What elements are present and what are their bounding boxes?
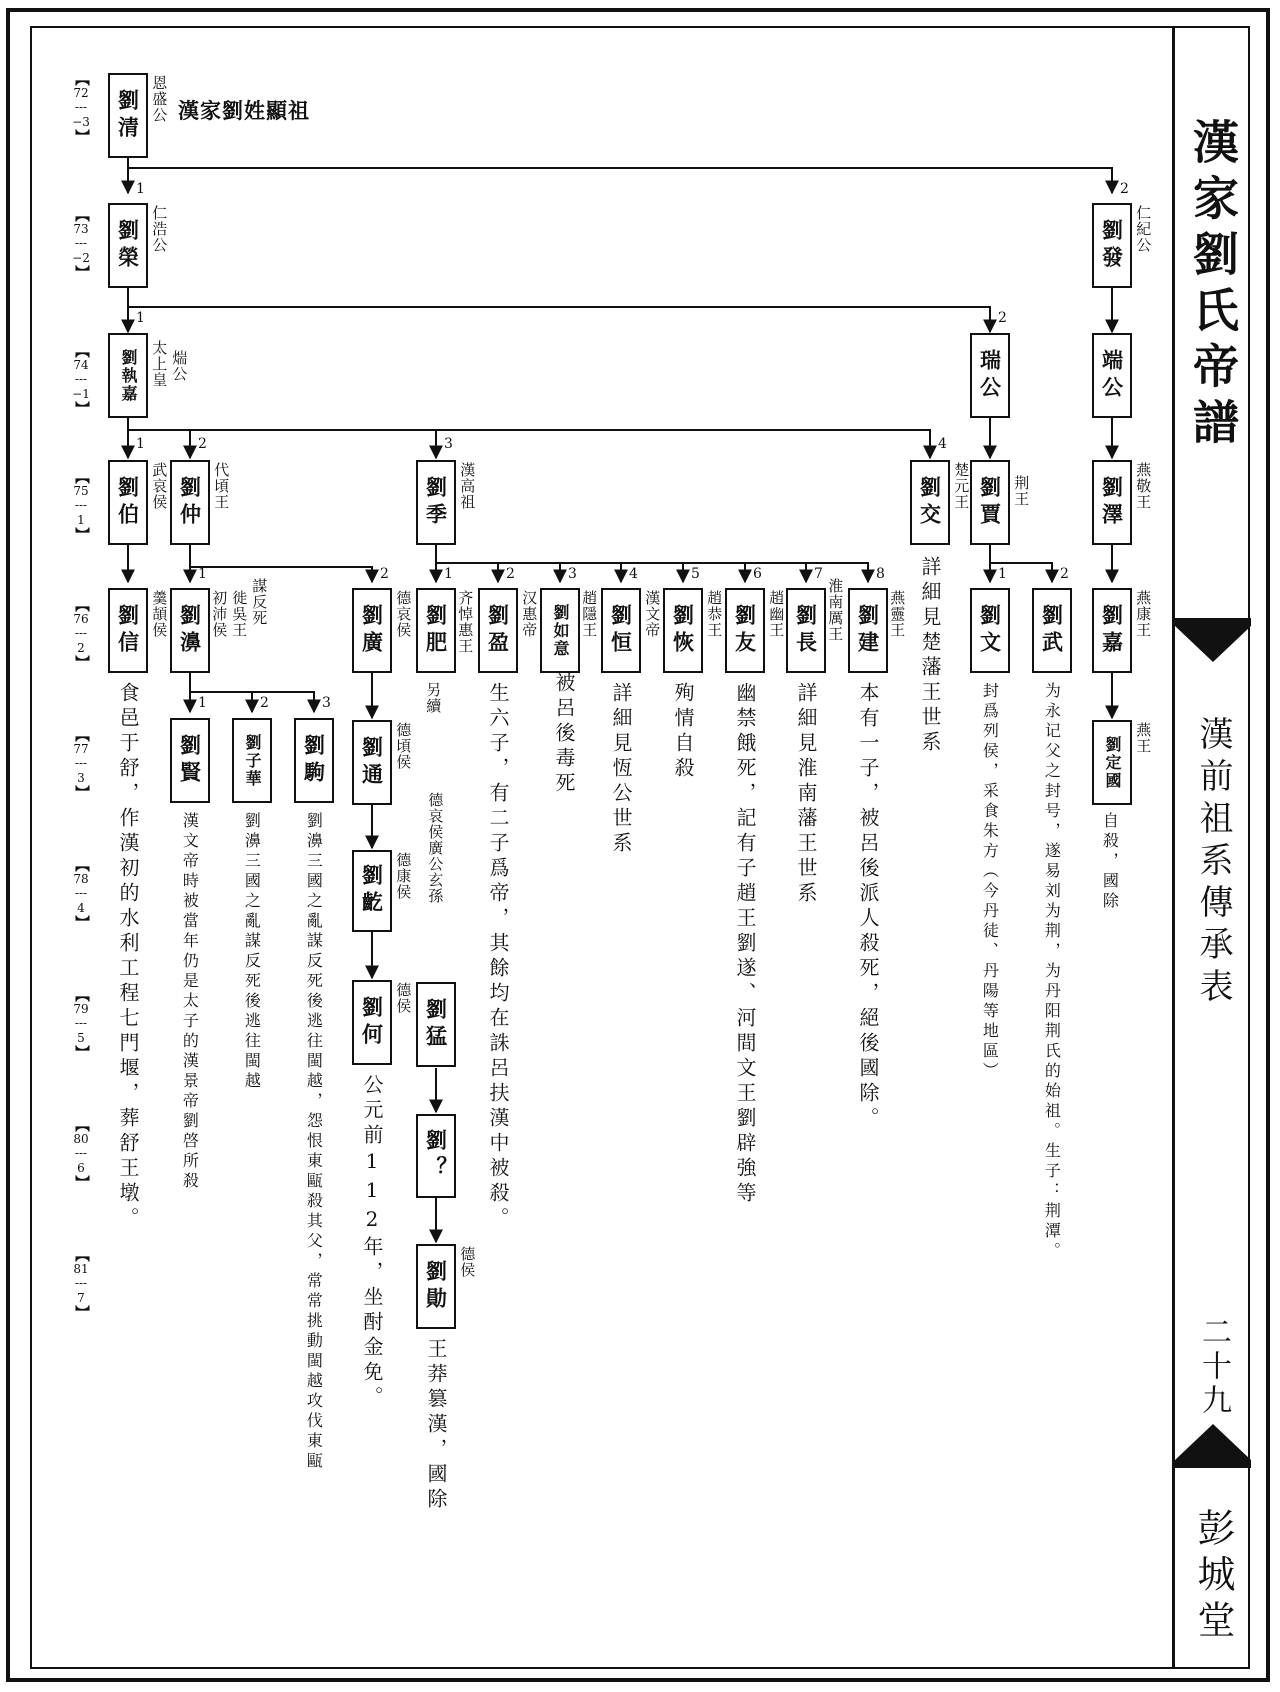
person-note: 漢文帝時被當年仍是太子的漢景帝劉啓所殺 <box>180 812 200 1192</box>
person-title: 燕王 <box>1134 722 1153 754</box>
person-liu-you: 劉友 <box>725 588 765 673</box>
generation-marker: 【 77 --- 3 】 <box>73 728 89 800</box>
person-liu-jia: 劉賈 <box>970 460 1010 545</box>
person-liu-ju: 劉駒 <box>294 718 334 803</box>
person-liu-fa: 劉發 <box>1092 203 1132 288</box>
person-title: 淮南厲王 <box>826 578 845 642</box>
person-title: 煓公 <box>170 350 189 382</box>
person-title: 趙幽王 <box>767 590 786 638</box>
person-note: 自殺，國除 <box>1100 812 1120 912</box>
person-liu-guang: 劉廣 <box>352 588 392 673</box>
birth-order: 1 <box>198 566 207 582</box>
divider <box>1175 1465 1251 1468</box>
person-title: 漢文帝 <box>643 590 662 638</box>
person-note: 王莽篡漢，國除 <box>424 1338 448 1513</box>
person-liu-xian: 劉賢 <box>170 718 210 803</box>
side-panel <box>1172 28 1251 1667</box>
book-title: 漢家劉氏帝譜 <box>1186 118 1240 454</box>
birth-order: 8 <box>876 566 885 582</box>
person-title: 仁紀公 <box>1134 205 1153 253</box>
person-title: 漢高祖 <box>458 462 477 510</box>
person-liu-qing: 劉清 <box>108 73 148 158</box>
person-title: 德哀侯 <box>394 590 413 638</box>
person-liu-jia2: 劉嘉 <box>1092 588 1132 673</box>
generation-marker: 【 75 --- 1 】 <box>73 470 89 542</box>
birth-order: 5 <box>691 566 700 582</box>
person-title: 趙恭王 <box>705 590 724 638</box>
generation-marker: 【 73 --- −2 】 <box>72 208 90 280</box>
person-liu-hui: 劉恢 <box>663 588 703 673</box>
birth-order: 2 <box>260 695 269 711</box>
person-title: 汉惠帝 <box>520 590 539 638</box>
birth-order: 1 <box>198 695 207 711</box>
person-liu-xin: 劉信 <box>108 588 148 673</box>
person-liu-jian: 劉建 <box>848 588 888 673</box>
person-title: 羹頡侯 <box>150 590 169 638</box>
birth-order: 3 <box>444 436 453 452</box>
birth-order: 1 <box>136 181 145 197</box>
person-note: 幽禁餓死，記有子趙王劉遂、河間文王劉辟強等 <box>733 682 757 1207</box>
hall-name: 彭城堂 <box>1191 1508 1235 1646</box>
birth-order: 2 <box>998 310 1007 326</box>
person-note: 劉濞三國之亂謀反死後逃往閩越，怨恨東甌殺其父，常常挑動閩越攻伐東甌 <box>304 812 324 1472</box>
person-note: 詳細見恆公世系 <box>609 682 633 857</box>
generation-marker: 【 79 --- 5 】 <box>73 988 89 1060</box>
generation-marker: 【 80 --- 6 】 <box>73 1118 89 1190</box>
person-title: 楚元王 <box>952 462 971 510</box>
person-title: 初沛侯 <box>210 590 229 638</box>
birth-order: 2 <box>506 566 515 582</box>
person-note: 被呂後毒死 <box>552 672 576 797</box>
person-note: 另續 <box>424 682 443 714</box>
person-liu-zhijia: 劉執嘉 <box>108 333 148 418</box>
inner-frame <box>30 26 1250 1669</box>
generation-marker: 【 78 --- 4 】 <box>73 858 89 930</box>
generation-marker: 【 81 --- 7 】 <box>73 1248 89 1320</box>
person-liu-pi: 劉濞 <box>170 588 210 673</box>
person-liu-wu: 劉武 <box>1032 588 1072 673</box>
person-liu-ze: 劉澤 <box>1092 460 1132 545</box>
person-title: 德頃侯 <box>394 722 413 770</box>
person-title: 仁浩公 <box>150 205 169 253</box>
person-liu-ruyi: 劉如意 <box>540 588 580 673</box>
person-title: 趙隱王 <box>580 590 599 638</box>
person-note: 劉濞三國之亂謀反死後逃往閩越 <box>242 812 262 1092</box>
person-duan-gong: 端公 <box>1092 333 1132 418</box>
birth-order: 3 <box>568 566 577 582</box>
lineage-heading: 漢家劉姓顯祖 <box>178 98 310 123</box>
person-liu-zhong: 劉仲 <box>170 460 210 545</box>
person-note: 生六子，有二子爲帝，其餘均在誅呂扶漢中被殺。 <box>486 682 510 1232</box>
page-number: 二十九 <box>1196 1316 1231 1418</box>
person-liu-yi: 劉齕 <box>352 850 392 932</box>
birth-order: 2 <box>198 436 207 452</box>
table-subtitle: 漢前祖系傳承表 <box>1193 716 1233 1010</box>
person-liu-tong: 劉通 <box>352 720 392 805</box>
birth-order: 1 <box>136 436 145 452</box>
person-liu-he: 劉何 <box>352 980 392 1065</box>
person-title: 武哀侯 <box>150 462 169 510</box>
person-liu-zihua: 劉子華 <box>232 718 272 803</box>
person-note: 食邑于舒，作漢初的水利工程七門堰，葬舒王墩。 <box>116 682 140 1232</box>
birth-order: 3 <box>322 695 331 711</box>
person-liu-meng: 劉猛 <box>416 982 456 1067</box>
person-title: 謀反死 <box>250 578 269 626</box>
person-title: 燕敬王 <box>1134 462 1153 510</box>
birth-order: 7 <box>814 566 823 582</box>
person-title: 燕康王 <box>1134 590 1153 638</box>
person-title: 太上皇 <box>150 340 169 388</box>
person-liu-ying: 劉盈 <box>478 588 518 673</box>
person-liu-jiao: 劉交 <box>910 460 950 545</box>
birth-order: 2 <box>1060 566 1069 582</box>
generation-marker: 【 74 --- −1 】 <box>72 344 90 416</box>
person-liu-unknown: 劉？ <box>416 1114 456 1198</box>
person-title: 荆王 <box>1012 475 1031 507</box>
person-note: 詳細見楚藩王世系 <box>918 556 942 756</box>
person-title: 齐悼惠王 <box>456 590 475 654</box>
birth-order: 4 <box>938 436 947 452</box>
birth-order: 4 <box>629 566 638 582</box>
person-liu-heng: 劉恒 <box>601 588 641 673</box>
person-note: 詳細見淮南藩王世系 <box>794 682 818 907</box>
birth-order: 2 <box>380 566 389 582</box>
birth-order: 6 <box>753 566 762 582</box>
person-title: 德侯 <box>458 1246 477 1278</box>
person-title: 恩盛公 <box>150 75 169 123</box>
person-liu-rong: 劉榮 <box>108 203 148 288</box>
person-note: 封爲列侯，采食朱方（今丹徒、丹陽等地區） <box>980 682 1000 1082</box>
person-liu-bo: 劉伯 <box>108 460 148 545</box>
divider-ornament <box>1175 618 1251 678</box>
birth-order: 1 <box>136 310 145 326</box>
person-note: 为永记父之封号，遂易刘为荆，为丹阳荆氏的始祖。生子：荆潭。 <box>1042 682 1062 1262</box>
person-note: 公元前112年，坐酎金免。 <box>360 1074 384 1411</box>
person-title: 德康侯 <box>394 852 413 900</box>
person-title: 代頃王 <box>212 462 231 510</box>
generation-marker: 【 72 --- −3 】 <box>72 72 90 144</box>
birth-order: 1 <box>444 566 453 582</box>
person-title: 燕靈王 <box>888 590 907 638</box>
person-liu-ji: 劉季 <box>416 460 456 545</box>
generation-marker: 【 76 --- 2 】 <box>73 598 89 670</box>
person-title: 徙吳王 <box>230 590 249 638</box>
person-liu-dingguo: 劉定國 <box>1092 720 1132 805</box>
person-note: 本有一子，被呂後派人殺死，絕後國除。 <box>856 682 880 1132</box>
person-liu-wen: 劉文 <box>970 588 1010 673</box>
person-liu-chang: 劉長 <box>786 588 826 673</box>
person-title: 德侯 <box>394 982 413 1014</box>
person-liu-fei: 劉肥 <box>416 588 456 673</box>
birth-order: 2 <box>1120 181 1129 197</box>
person-note: 殉情自殺 <box>671 682 695 782</box>
person-liu-xun: 劉勛 <box>416 1244 456 1329</box>
person-rui-gong: 瑞公 <box>970 333 1010 418</box>
birth-order: 1 <box>998 566 1007 582</box>
person-note: 德哀侯廣公玄孫 <box>426 792 445 904</box>
